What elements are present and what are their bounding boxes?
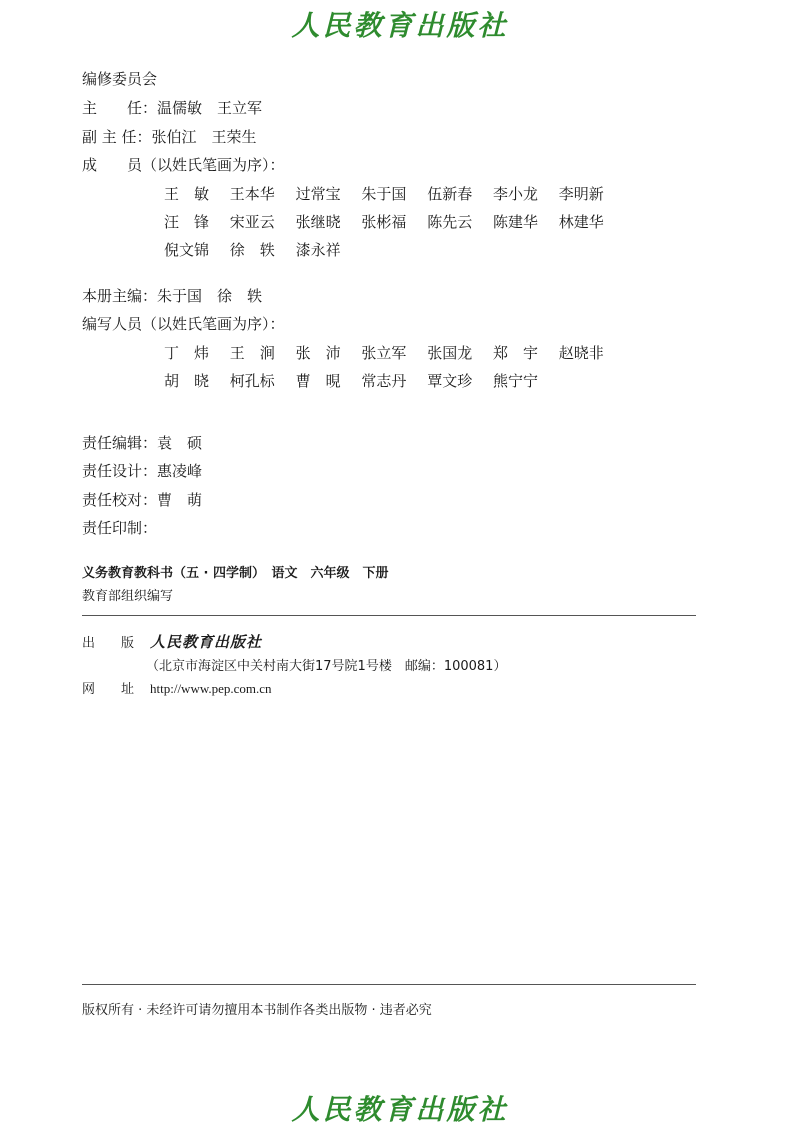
member-name: 李明新 — [558, 185, 604, 203]
writer-name: 丁 炜 — [164, 344, 210, 362]
publisher-logo-bottom: 人民教育出版社 — [291, 1093, 509, 1126]
writer-name: 常志丹 — [361, 372, 407, 390]
director-label: 主 任： — [82, 99, 158, 117]
director-line — [82, 97, 262, 118]
writers-row-1 — [164, 342, 620, 363]
member-name: 张彬福 — [361, 213, 407, 231]
responsible-editor: 责任编辑：袁 硕 — [82, 434, 203, 452]
member-name: 张继晓 — [295, 213, 341, 231]
publish-label: 出 版 — [82, 636, 135, 651]
writer-name: 王 涧 — [229, 344, 275, 362]
compiled-by: 教育部组织编写 — [82, 589, 174, 604]
member-name: 李小龙 — [492, 185, 538, 203]
copyright-notice: 版权所有 · 未经许可请勿擅用本书制作各类出版物 · 违者必究 — [82, 1003, 432, 1018]
member-name: 倪文锦 — [164, 241, 210, 259]
writer-name: 张国龙 — [427, 344, 473, 362]
responsible-print: 责任印制： — [82, 519, 158, 537]
director-names: 温儒敏 王立军 — [157, 99, 263, 117]
website-line — [82, 678, 272, 697]
deputy-label: 副 主 任： — [82, 128, 152, 146]
writer-name: 赵晓非 — [558, 344, 604, 362]
writer-name: 张立军 — [361, 344, 407, 362]
members-row-2 — [164, 211, 620, 232]
writer-name: 曹 晛 — [295, 372, 341, 390]
member-name: 汪 锋 — [164, 213, 210, 231]
website-link[interactable]: http://www.pep.com.cn — [150, 681, 272, 696]
member-name: 陈先云 — [427, 213, 473, 231]
member-name: 林建华 — [558, 213, 604, 231]
deputy-names: 张伯江 王荣生 — [151, 128, 257, 146]
book-title: 义务教育教科书（五 · 四学制） 语文 六年级 下册 — [82, 566, 389, 581]
responsible-proof: 责任校对：曹 萌 — [82, 491, 203, 509]
responsible-design: 责任设计：惠凌峰 — [82, 462, 203, 480]
divider-bottom — [82, 984, 696, 985]
members-label: 成 员（以姓氏笔画为序）： — [82, 156, 285, 174]
deputy-line — [82, 126, 257, 147]
committee-title: 编修委员会 — [82, 70, 158, 88]
publisher-logo-top: 人民教育出版社 — [291, 9, 509, 42]
member-name: 徐 轶 — [229, 241, 275, 259]
member-name: 朱于国 — [361, 185, 407, 203]
member-name: 王本华 — [229, 185, 275, 203]
member-name: 宋亚云 — [229, 213, 275, 231]
writers-label: 编写人员（以姓氏笔画为序）： — [82, 315, 285, 333]
member-name: 陈建华 — [492, 213, 538, 231]
members-row-3 — [164, 239, 357, 260]
writer-name: 覃文珍 — [427, 372, 473, 390]
member-name: 伍新春 — [427, 185, 473, 203]
member-name: 漆永祥 — [295, 241, 341, 259]
member-name: 过常宝 — [295, 185, 341, 203]
member-name: 王 敏 — [164, 185, 210, 203]
writer-name: 郑 宇 — [492, 344, 538, 362]
publisher-name-logo: 人民教育出版社 — [150, 633, 263, 651]
writer-name: 胡 晓 — [164, 372, 210, 390]
publisher-address: （北京市海淀区中关村南大街17号院1号楼 邮编：100081） — [146, 659, 507, 674]
members-row-1 — [164, 183, 620, 204]
writer-name: 张 沛 — [295, 344, 341, 362]
writers-row-2 — [164, 370, 554, 391]
chief-editor-names: 朱于国 徐 轶 — [157, 287, 263, 305]
chief-editor-line — [82, 285, 262, 306]
divider-top — [82, 615, 696, 616]
chief-editor-label: 本册主编： — [82, 287, 158, 305]
publish-line — [82, 631, 262, 652]
writer-name: 熊宁宁 — [492, 372, 538, 390]
writer-name: 柯孔标 — [229, 372, 275, 390]
website-label: 网 址 — [82, 682, 135, 697]
